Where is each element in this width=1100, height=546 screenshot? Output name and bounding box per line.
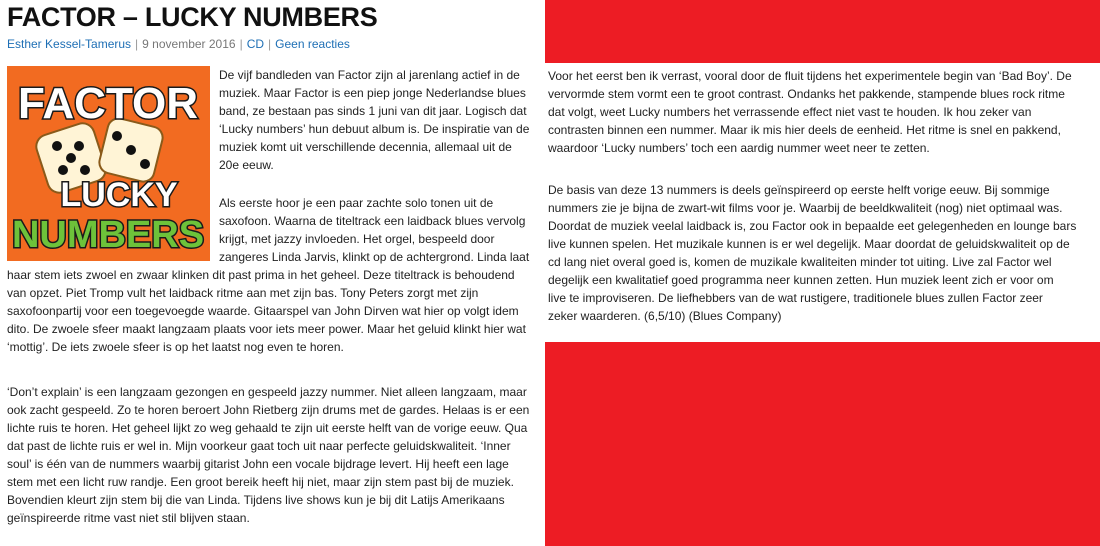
text-line: degelijk een kwalitatief goed programma neer kunnen zetten. Hun muziek leent zich er voor om xyxy=(548,273,1054,287)
article-meta xyxy=(7,37,350,51)
text-line: saxofoon. Waarna de titeltrack een laidback blues vervolg xyxy=(219,214,526,228)
text-line: 20e eeuw. xyxy=(219,158,274,172)
right-paragraph-1 xyxy=(548,67,1098,157)
text-line: ‘mottig’. De iets zwoele sfeer is op het laatst nog even te horen. xyxy=(7,340,344,354)
left-paragraph-2-continued xyxy=(7,266,542,356)
category-link[interactable]: CD xyxy=(246,37,265,51)
text-line: live kunnen spelen. Het muzikale kunnen is er wel degelijk. Maar doordat de geluidskwaliteit op de xyxy=(548,237,1070,251)
cover-title-line1: LUCKY xyxy=(60,176,178,214)
text-line: Voor het eerst ben ik verrast, vooral door de fluit tijdens het experimentele begin van ‘Bad Boy’. De xyxy=(548,69,1072,83)
text-line: Doordat de muziek veelal laidback is, zou Factor ook in bepaalde eet gelegenheden en lounge bars xyxy=(548,219,1077,233)
album-cover-art xyxy=(7,66,210,261)
text-line: geïnspireerde ritme vast niet stil blijven staan. xyxy=(7,511,250,525)
article-title: FACTOR – LUCKY NUMBERS xyxy=(7,2,378,32)
text-line: band, ze bestaan pas sinds 1 juni van dit jaar. Logisch dat xyxy=(219,104,527,118)
text-line: contrasten binnen een nummer. Maar ik mis hier deels de eenheid. Het ritme is snel en pakkend, xyxy=(548,123,1061,137)
text-line: zangeres Linda Jarvis, klinkt op de achtergrond. Linda laat xyxy=(219,250,530,264)
right-paragraph-2 xyxy=(548,181,1098,325)
text-line: dito. De zwoele sfeer maakt langzaam plaats voor iets meer power. Maar het geluid klinkt hier wat xyxy=(7,322,526,336)
text-line: ‘Don’t explain’ is een langzaam gezongen en gespeeld jazzy nummer. Niet alleen langzaam, maar xyxy=(7,385,527,399)
text-line: saxofoonpartij voor een toegevoegde waarde. Gitaarspel van John Dirven wat hier op volgt idem xyxy=(7,304,519,318)
album-cover xyxy=(7,66,210,261)
left-paragraph-3 xyxy=(7,383,542,527)
left-paragraph-2 xyxy=(219,194,539,266)
cover-title-line2: NUMBERS xyxy=(11,214,205,256)
meta-separator: | xyxy=(268,37,272,51)
text-line: haar stem iets zwoel en zwaar klinken dit past prima in het geheel. Deze titeltrack is behoudend xyxy=(7,268,515,282)
text-line: muziek. Maar Factor is een piep jonge Nederlandse blues xyxy=(219,86,526,100)
author-link[interactable]: Esther Kessel-Tamerus xyxy=(7,37,132,51)
text-line: stem met een licht ruw randje. Een groot bereik heeft hij niet, maar zijn stem past bij de muziek. xyxy=(7,475,514,489)
text-line: De vijf bandleden van Factor zijn al jarenlang actief in de xyxy=(219,68,520,82)
text-line: ‘Lucky numbers’ hun debuut album is. De inspiratie van de xyxy=(219,122,530,136)
left-paragraph-1 xyxy=(219,66,539,174)
cover-band-name: FACTOR xyxy=(17,79,199,128)
text-line: vervormde stem vormt een te groot contrast. Ondanks het pakkende, stampende blues rock ritme xyxy=(548,87,1065,101)
text-line: zeker waarderen. (6,5/10) (Blues Company) xyxy=(548,309,782,323)
text-line: Bovendien kleurt zijn stem bij die van Linda. Tijdens live shows kun je bij dit Latijs Amerikaans xyxy=(7,493,505,507)
comments-link[interactable]: Geen reacties xyxy=(275,37,350,51)
post-date: 9 november 2016 xyxy=(142,37,236,51)
text-line: dat volgt, weet Lucky numbers het verrassende effect niet vast te houden. Ik hou zeker van xyxy=(548,105,1032,119)
text-line: muziek komt uit verschillende decennia, allemaal uit de xyxy=(219,140,512,154)
meta-separator: | xyxy=(135,37,139,51)
text-line: cd lang niet overal goed is, komen de muzikale kwaliteiten minder tot uiting. Live zal Factor wel xyxy=(548,255,1052,269)
text-line: van opzet. Piet Tromp vult het laidback ritme aan met zijn bas. Tony Peters zorgt met zijn xyxy=(7,286,479,300)
text-line: soul’ is één van de nummers waarbij gitarist John een vocale bijdrage levert. Hij heeft een lage xyxy=(7,457,509,471)
text-line: lichte ruis te horen. Het geheel lijkt zo weg gehaald te zijn uit eerste helft van de vorige eeuw. Qua xyxy=(7,421,528,435)
text-line: live te improviseren. De liefhebbers van de wat rustigere, traditionele blues zullen Factor zeer xyxy=(548,291,1043,305)
text-line: Als eerste hoor je een paar zachte solo tonen uit de xyxy=(219,196,494,210)
text-line: ook zacht gespeeld. Zo te horen beroert John Rietberg zijn drums met de gardes. Helaas is er een xyxy=(7,403,530,417)
text-line: nummers zie je bijna de zwart-wit films voor je. Waarbij de beeldkwaliteit (nog) niet optimaal was. xyxy=(548,201,1063,215)
text-line: dat past de lichte ruis er wel in. Mijn voorkeur gaat toch uit naar perfecte geluidskwaliteit. ‘Inner xyxy=(7,439,511,453)
text-line: waardoor ‘Lucky numbers’ toch een aardig nummer weet neer te zetten. xyxy=(548,141,930,155)
text-line: De basis van deze 13 nummers is deels geïnspireerd op eerste helft vorige eeuw. Bij sommige xyxy=(548,183,1050,197)
meta-separator: | xyxy=(239,37,243,51)
text-line: krijgt, met jazzy invloeden. Het orgel, bespeeld door xyxy=(219,232,495,246)
